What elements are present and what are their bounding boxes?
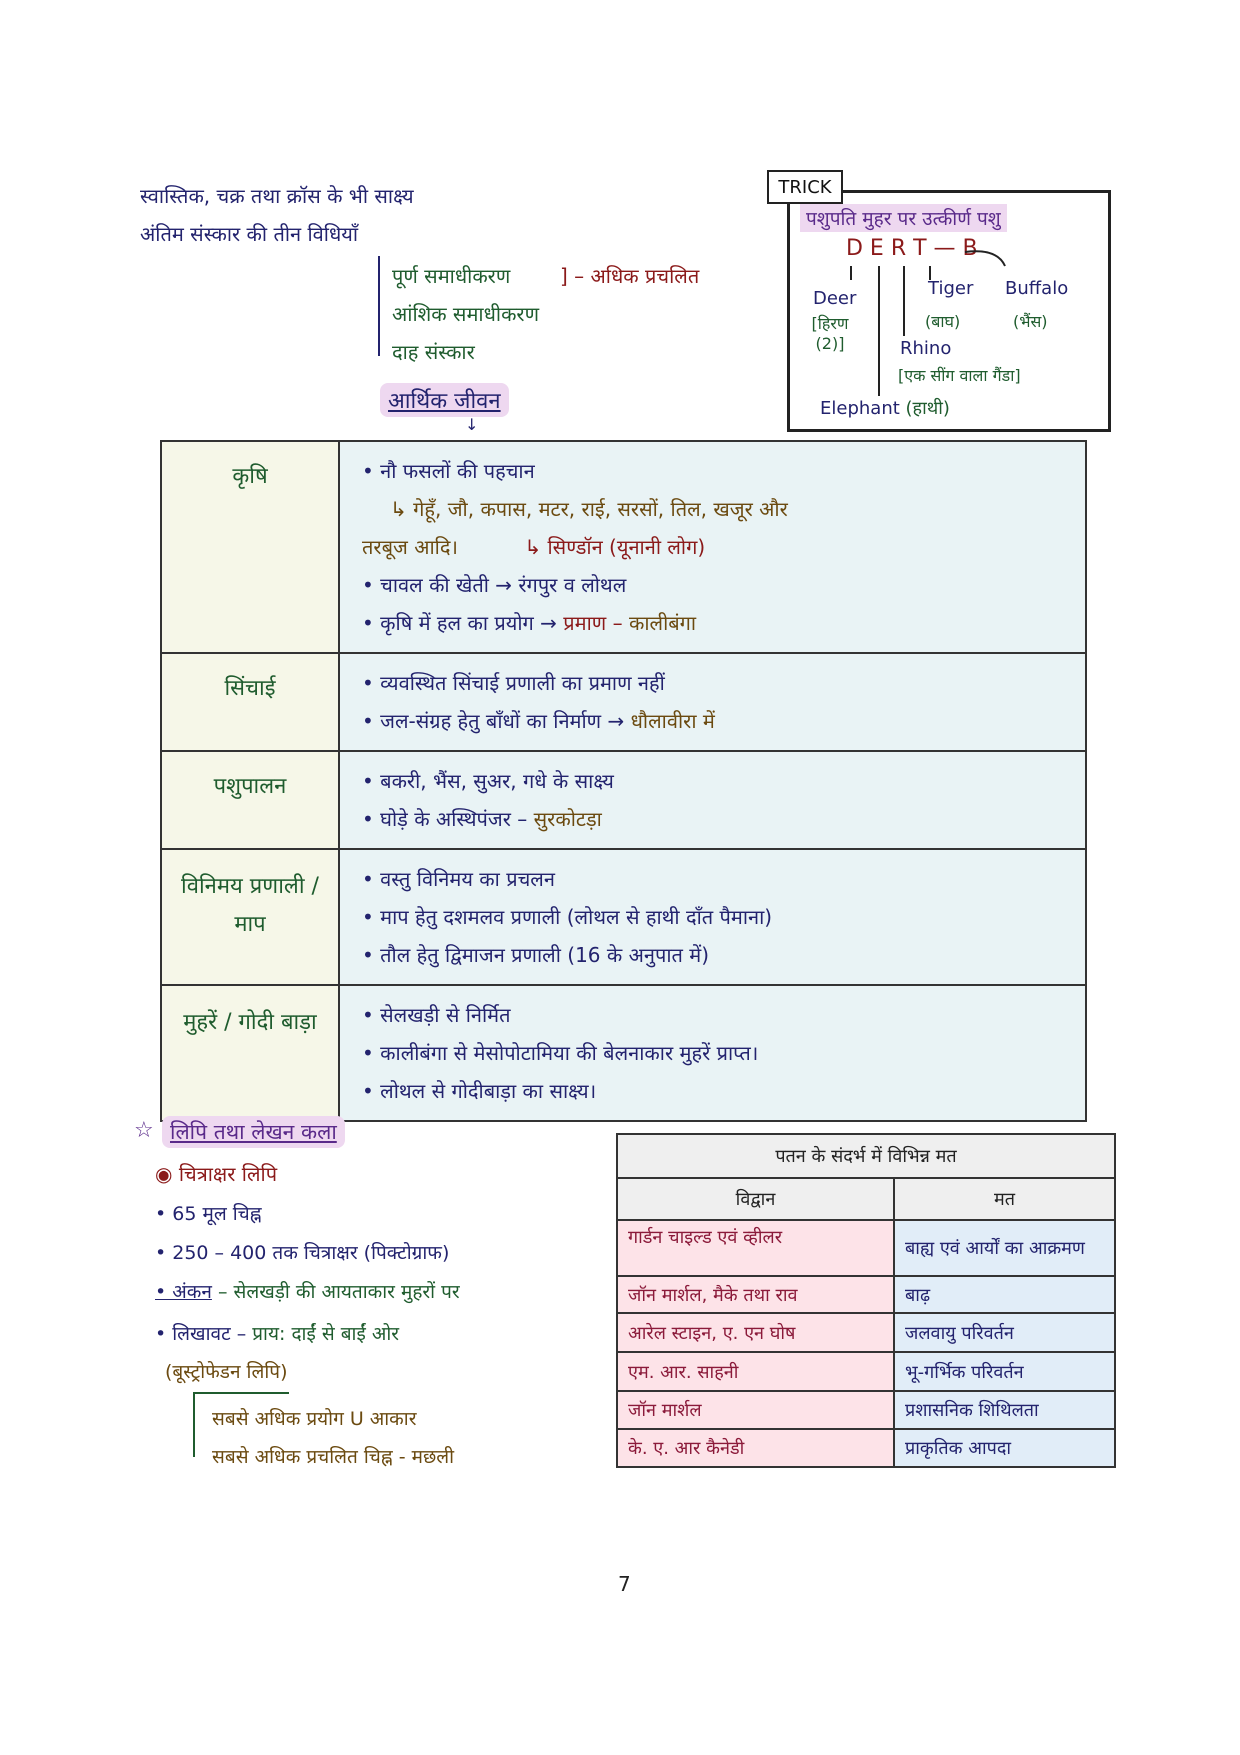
row-value <box>339 653 1086 751</box>
arrow-down-icon: ↓ <box>465 415 479 434</box>
trick-mnemonic: D E R T — B <box>846 236 978 261</box>
star-icon: ☆ <box>134 1118 154 1143</box>
burial-note-text: अधिक प्रचलित <box>590 264 700 288</box>
row-key: विनिमय प्रणाली / माप <box>161 849 339 985</box>
economy-table <box>160 440 1087 1122</box>
line: सुरकोटड़ा <box>533 807 602 831</box>
script-sub-item: सबसे अधिक प्रयोग U आकार <box>212 1408 417 1430</box>
column-header: मत <box>894 1178 1115 1220</box>
table-row <box>617 1313 1115 1352</box>
burial-full: पूर्ण समाधीकरण <box>392 264 511 288</box>
line: प्रमाण – <box>563 611 623 635</box>
tree-line <box>378 256 380 356</box>
table-title: पतन के संदर्भ में विभिन्न मत <box>617 1134 1115 1178</box>
script-subtitle-text: चित्राक्षर लिपि <box>178 1162 278 1186</box>
line: • चावल की खेती → रंगपुर व लोथल <box>362 573 627 597</box>
line: तरबूज आदि। <box>362 535 459 559</box>
line: • माप हेतु दशमलव प्रणाली (लोथल से हाथी दाँत पैमाना) <box>362 905 773 929</box>
line: धौलावीरा में <box>630 709 715 733</box>
theory: जलवायु परिवर्तन <box>894 1313 1115 1352</box>
script-section-title: लिपि तथा लेखन कला <box>162 1116 345 1148</box>
table-row <box>617 1220 1115 1276</box>
line: • जल-संग्रह हेतु बाँधों का निर्माण → <box>362 709 625 733</box>
scholar: गार्डन चाइल्ड एवं व्हीलर <box>617 1220 894 1276</box>
trick-label: TRICK <box>767 170 843 204</box>
bullet-symbols: स्वास्तिक, चक्र तथा क्रॉस के भी साक्ष्य <box>140 184 414 208</box>
script-sub-item: सबसे अधिक प्रचलित चिह्न - मछली <box>212 1446 455 1468</box>
script-item: • 250 – 400 तक चित्राक्षर (पिक्टोग्राफ) <box>155 1242 450 1264</box>
line: • लोथल से गोदीबाड़ा का साक्ष्य। <box>362 1079 597 1103</box>
burial-note: ] – अधिक प्रचलित <box>560 264 700 288</box>
column-header: विद्वान <box>617 1178 894 1220</box>
scholar: जॉन मार्शल <box>617 1391 894 1429</box>
line: ↳ गेहूँ, जौ, कपास, मटर, राई, सरसों, तिल, खजूर और <box>390 497 788 521</box>
theory: प्राकृतिक आपदा <box>894 1429 1115 1467</box>
scholar: जॉन मार्शल, मैके तथा राव <box>617 1276 894 1313</box>
script-subtitle <box>155 1160 277 1187</box>
trick-rhino-hi: [एक सींग वाला गैंडा] <box>898 366 1021 385</box>
line: • नौ फसलों की पहचान <box>362 459 535 483</box>
trick-title: पशुपति मुहर पर उत्कीर्ण पशु <box>800 204 1007 232</box>
bullet-burial: अंतिम संस्कार की तीन विधियाँ <box>140 222 359 246</box>
scholar: आरेल स्टाइन, ए. एन घोष <box>617 1313 894 1352</box>
row-value <box>339 751 1086 849</box>
target-bullet-icon: ◉ <box>155 1162 179 1186</box>
trick-buffalo-hi: (भैंस) <box>1013 312 1048 331</box>
table-row <box>161 985 1086 1121</box>
line: • सेलखड़ी से निर्मित <box>362 1003 511 1027</box>
page-number: 7 <box>618 1572 631 1596</box>
table-row <box>617 1429 1115 1467</box>
script-item-writing-desc: प्राय: दाईं से बाईं ओर <box>252 1323 400 1345</box>
line: ↳ सिण्डॉन (यूनानी लोग) <box>524 535 706 559</box>
table-row <box>617 1352 1115 1391</box>
row-key: कृषि <box>161 441 339 653</box>
row-value <box>339 441 1086 653</box>
divider <box>193 1392 289 1394</box>
script-item: • 65 मूल चिह्न <box>155 1203 262 1225</box>
row-key: सिंचाई <box>161 653 339 751</box>
trick-tiger-hi: (बाघ) <box>925 312 961 331</box>
row-value <box>339 985 1086 1121</box>
table-row <box>617 1391 1115 1429</box>
burial-cremation: दाह संस्कार <box>392 340 475 364</box>
trick-elephant-en: Elephant <box>820 398 900 419</box>
line: • व्यवस्थित सिंचाई प्रणाली का प्रमाण नहीं <box>362 671 665 695</box>
theory: बाढ़ <box>894 1276 1115 1313</box>
trick-tiger: Tiger <box>928 278 974 299</box>
tree-line <box>193 1392 195 1457</box>
trick-arrows <box>787 190 1105 426</box>
line: कालीबंगा <box>628 611 697 635</box>
scholar: एम. आर. साहनी <box>617 1352 894 1391</box>
script-item-engraving-desc: – सेलखड़ी की आयताकार मुहरों पर <box>217 1281 460 1303</box>
trick-rhino: Rhino <box>900 338 952 359</box>
section-economic-heading: आर्थिक जीवन <box>380 383 509 417</box>
trick-elephant-hi: (हाथी) <box>905 398 950 419</box>
row-key: मुहरें / गोदी बाड़ा <box>161 985 339 1121</box>
row-value <box>339 849 1086 985</box>
script-item: (बूस्ट्रोफेडन लिपि) <box>165 1361 288 1383</box>
table-row <box>161 441 1086 653</box>
trick-deer: Deer <box>813 288 857 309</box>
script-item <box>155 1278 460 1304</box>
line: • कृषि में हल का प्रयोग → <box>362 611 557 635</box>
line: • कालीबंगा से मेसोपोटामिया की बेलनाकार मुहरें प्राप्त। <box>362 1041 759 1065</box>
table-row <box>161 849 1086 985</box>
theory: भू-गर्भिक परिवर्तन <box>894 1352 1115 1391</box>
table-row <box>161 751 1086 849</box>
line: • वस्तु विनिमय का प्रचलन <box>362 867 555 891</box>
row-key: पशुपालन <box>161 751 339 849</box>
line: • घोड़े के अस्थिपंजर – <box>362 807 528 831</box>
line: • बकरी, भैंस, सुअर, गधे के साक्ष्य <box>362 769 614 793</box>
script-item <box>155 1320 399 1346</box>
line: • तौल हेतु द्विमाजन प्रणाली (16 के अनुपात में) <box>362 943 710 967</box>
table-row <box>161 653 1086 751</box>
script-item-engraving: • अंकन <box>155 1281 212 1303</box>
fall-theories-table <box>616 1133 1116 1468</box>
script-item-writing: • लिखावट – <box>155 1323 247 1345</box>
trick-deer-hi: [हिरण (2)] <box>811 314 849 353</box>
burial-partial: आंशिक समाधीकरण <box>392 302 540 326</box>
scholar: के. ए. आर कैनेडी <box>617 1429 894 1467</box>
theory: प्रशासनिक शिथिलता <box>894 1391 1115 1429</box>
table-row <box>617 1276 1115 1313</box>
trick-buffalo: Buffalo <box>1005 278 1069 299</box>
theory: बाह्य एवं आर्यों का आक्रमण <box>894 1220 1115 1276</box>
